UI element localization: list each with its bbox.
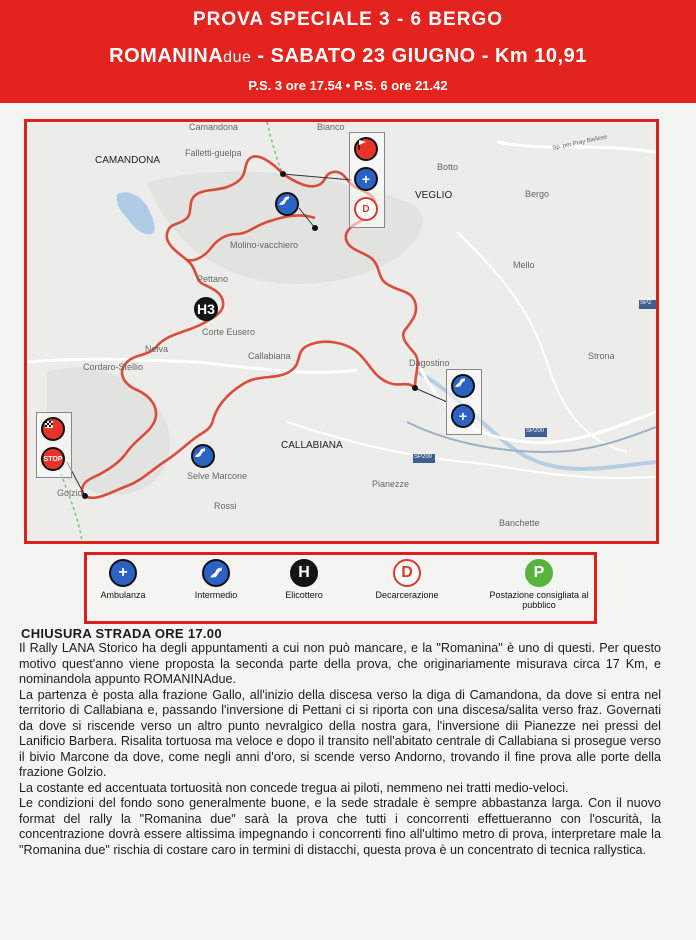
article-body [19,641,661,858]
map-label-strona: Strona [588,351,615,361]
stage-name: ROMANINA [109,45,224,67]
article-title: CHIUSURA STRADA ORE 17.00 [21,626,222,641]
legend-label: Ambulanza [100,590,146,600]
stage-map [24,119,659,544]
route-point [82,493,88,499]
stage-subtitle [0,45,696,68]
helicopter-icon: H [290,559,318,587]
article-paragraph: Le condizioni del fondo sono generalmente buone, e la sede stradale è sempre abbastanza larga. Con il nuovo format del rally la "Romanina due" sarà la prova che tutti i concorrenti effettueranno con l'oscurità, la concentrazione dovrà essere altissima impegnando i concorrenti fino all'ultimo metro di prova, interpretare male la "Romanina due" rischia di costare caro in termini di distacchi, questa prova è un concentrato di tecnica rallystica. [19,796,661,857]
map-label-selve: Selve Marcone [187,471,248,481]
legend-item-postazione [487,559,591,610]
intermediate-icon [202,559,230,587]
map-label-sp200a: SP200 [526,428,545,434]
stage-date-distance: - SABATO 23 GIUGNO - Km 10,91 [251,45,587,67]
intermediate-icon [191,444,215,468]
map-label-cordaro: Cordaro-Stellio [83,362,144,372]
parking-icon: P [525,559,553,587]
route-point [312,225,318,231]
map-label-botto: Botto [437,162,459,172]
article-paragraph: La partenza è posta alla frazione Gallo, all'inizio della discesa verso la diga di Camandona, da dove si entra nel territorio di Callabiana e, passando l'inversione di Pettani ci si riporta con una discesa/salita verso fraz. Governati da dove si riscende verso un altro punto nevralgico della nostra gara, l'inversione dii Pianezze nei pressi del Lanificio Barbera. Risalita tortuosa ma veloce e dopo il transito nell'abitato centrale di Callabiana si prosegue verso il bivio Marcone da dove, come negli anni d'oro, si scende verso Andorno, trovando il fine prova alle porte della frazione Golzio. [19,687,661,779]
map-label-sp200b: SP200 [414,454,433,460]
map-label-golzio: Golzio [57,488,83,498]
map-label-camandona: CAMANDONA [95,155,161,166]
start-marker-group [349,132,385,228]
legend-label: Postazione consigliata al pubblico [489,590,589,610]
map-legend [84,552,597,624]
legend-item-intermedio [185,559,247,600]
legend-item-elicottero [273,559,335,600]
map-road [457,232,627,452]
decarcerazione-icon: D [354,197,378,221]
map-label-pianezze: Pianezze [372,479,410,489]
route-point [280,171,286,177]
stage-title: PROVA SPECIALE 3 - 6 BERGO [193,9,503,30]
intermediate-icon [451,374,475,398]
start-flag-icon [354,137,378,161]
pianezze-marker-group [446,369,482,435]
map-label-neiva: Neiva [145,344,169,354]
map-label-pettano: Pettano [197,274,229,284]
map-label-molino: Molino-vacchiero [230,240,299,250]
stage-times: P.S. 3 ore 17.54 • P.S. 6 ore 21.42 [248,78,448,93]
map-label-mello: Mello [513,260,535,270]
map-label-corte: Corte Eusero [202,327,256,337]
map-label-callabiana-small: Callabiana [248,351,291,361]
map-label-veglio: VEGLIO [415,190,453,201]
map-label-dagostino: Dagostino [409,358,450,368]
route-point [412,385,418,391]
map-label-callabiana: CALLABIANA [281,440,343,451]
legend-label: Intermedio [194,590,238,600]
article-paragraph: Il Rally LANA Storico ha degli appuntamenti a cui non può mancare, e la "Romanina" è uno di questi. Per questo motivo quest'anno viene proposta la seconda parte della prova, che originariamente misurava circa 17 Km, e nominandola appunto ROMANINAdue. [19,641,661,686]
header-banner [0,0,696,103]
map-canvas [27,122,656,541]
ambulance-icon: + [109,559,137,587]
legend-label: Elicottero [285,590,323,600]
map-lake [117,192,155,234]
intermediate-icon [275,192,299,216]
map-label-banchette: Banchette [499,518,540,528]
map-label-camandona-top: Camandona [189,122,239,132]
stage-name-suffix: due [223,49,252,66]
finish-flag-icon [41,417,65,441]
ambulance-icon: + [451,404,475,428]
map-label-sp-right: SP2 [640,300,652,306]
legend-item-decarcerazione [363,559,451,600]
finish-marker-group [36,412,72,478]
ambulance-icon: + [354,167,378,191]
legend-item-ambulanza [95,559,151,600]
map-label-rossi: Rossi [214,501,237,511]
map-label-sp-top: Sp. per Pray Biellese [551,134,609,152]
map-label-falletti: Falletti-guelpa [185,148,242,158]
map-label-bianco: Bianco [317,122,345,132]
stop-icon: STOP [41,447,65,471]
map-label-bergo: Bergo [525,189,550,199]
article-paragraph: La costante ed accentuata tortuosità non concede tregua ai piloti, nemmeno nei tratti medio-veloci. [19,780,569,795]
decarcerazione-icon: D [393,559,421,587]
helicopter-h3-icon: H3 [194,297,218,321]
legend-label: Decarcerazione [375,590,439,600]
